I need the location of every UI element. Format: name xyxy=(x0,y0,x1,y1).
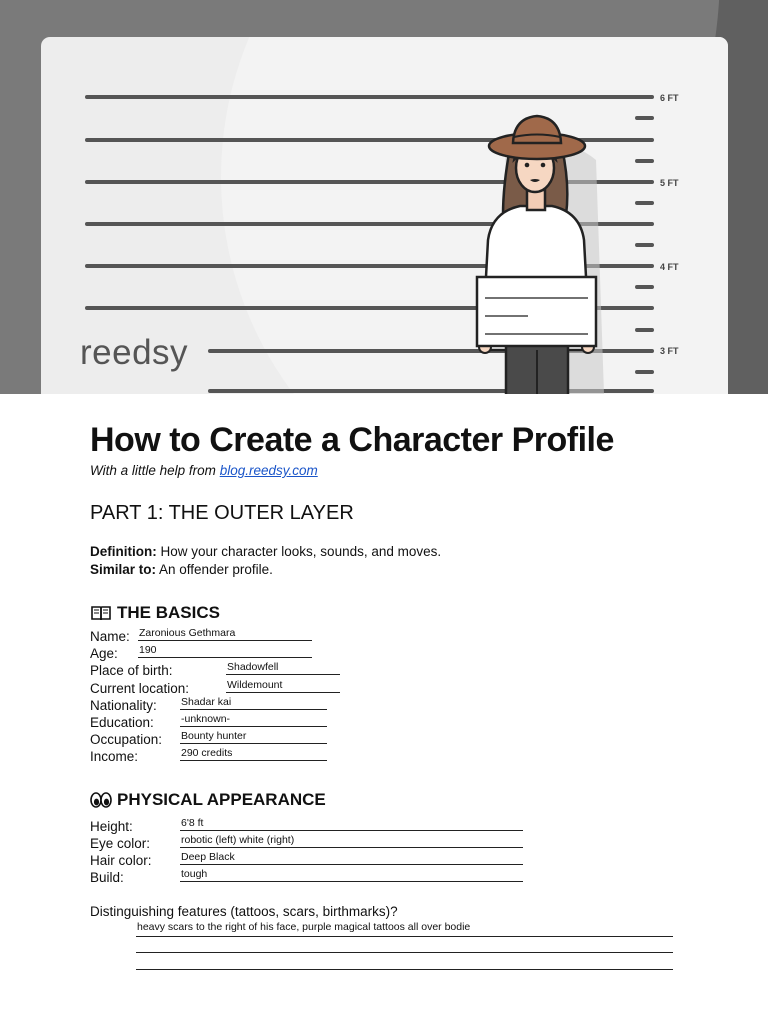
field-row-nationality xyxy=(90,696,710,713)
physical-heading-text: PHYSICAL APPEARANCE xyxy=(117,789,326,809)
height-label-5ft: 5 FT xyxy=(660,178,679,188)
field-row-height xyxy=(90,817,710,834)
field-row-current-location xyxy=(90,679,710,696)
physical-fields xyxy=(90,817,710,886)
height-field[interactable]: 6'8 ft xyxy=(180,817,523,831)
definition-text: How your character looks, sounds, and moves. xyxy=(156,544,442,559)
field-label: Occupation: xyxy=(90,732,163,748)
similar-label: Similar to: xyxy=(90,562,157,577)
header-banner xyxy=(0,0,768,394)
blog-link[interactable]: blog.reedsy.com xyxy=(219,463,318,478)
occupation-field[interactable]: Bounty hunter xyxy=(180,730,327,744)
place-of-birth-field[interactable]: Shadowfell xyxy=(226,661,340,675)
field-row-hair-color xyxy=(90,851,710,868)
field-label: Build: xyxy=(90,870,124,886)
similar-text: An offender profile. xyxy=(156,562,273,577)
field-row-build xyxy=(90,868,710,885)
age-field[interactable]: 190 xyxy=(138,644,312,658)
distinguishing-line-2[interactable] xyxy=(136,937,673,954)
field-label: Current location: xyxy=(90,680,190,696)
field-row-education xyxy=(90,713,710,730)
subtitle xyxy=(90,463,710,478)
distinguishing-features-lines xyxy=(136,920,673,970)
field-label: Nationality: xyxy=(90,697,157,713)
field-label: Income: xyxy=(90,749,139,765)
eye-color-field[interactable]: robotic (left) white (right) xyxy=(180,834,523,848)
basics-heading-text: THE BASICS xyxy=(117,603,220,622)
field-row-income xyxy=(90,747,710,764)
height-label-3ft: 3 FT xyxy=(660,346,679,356)
definition-block xyxy=(90,543,710,579)
field-label: Name: xyxy=(90,629,130,644)
field-row-age xyxy=(90,644,710,661)
build-field[interactable]: tough xyxy=(180,868,523,882)
education-field[interactable]: -unknown- xyxy=(180,713,327,727)
field-label: Age: xyxy=(90,646,118,662)
field-label: Height: xyxy=(90,818,133,834)
basics-fields xyxy=(90,627,710,765)
name-field[interactable]: Zaronious Gethmara xyxy=(138,627,312,641)
page-title: How to Create a Character Profile xyxy=(90,421,614,459)
book-icon xyxy=(90,604,112,622)
character-profile-document xyxy=(90,420,710,970)
part-heading: PART 1: THE OUTER LAYER xyxy=(90,502,354,524)
height-label-4ft: 4 FT xyxy=(660,262,679,272)
field-label: Education: xyxy=(90,714,154,730)
eyes-icon xyxy=(90,791,112,809)
field-label: Hair color: xyxy=(90,852,152,868)
field-label: Place of birth: xyxy=(90,663,173,679)
hair-color-field[interactable]: Deep Black xyxy=(180,851,523,865)
field-row-place-of-birth xyxy=(90,661,710,678)
field-row-name xyxy=(90,627,710,644)
field-row-eye-color xyxy=(90,834,710,851)
current-location-field[interactable]: Wildemount xyxy=(226,679,340,693)
height-ticks xyxy=(637,118,652,372)
height-label-6ft: 6 FT xyxy=(660,93,679,103)
definition-label: Definition: xyxy=(90,544,157,559)
reedsy-logo: reedsy xyxy=(80,333,189,372)
basics-heading xyxy=(90,602,710,624)
distinguishing-line-1[interactable]: heavy scars to the right of his face, purple magical tattoos all over bodie xyxy=(136,920,673,937)
subtitle-prefix: With a little help from xyxy=(90,463,220,478)
nationality-field[interactable]: Shadar kai xyxy=(180,696,327,710)
distinguishing-features-question: Distinguishing features (tattoos, scars, birthmarks)? xyxy=(90,904,398,920)
field-label: Eye color: xyxy=(90,835,151,851)
physical-heading xyxy=(90,789,710,811)
income-field[interactable]: 290 credits xyxy=(180,747,327,761)
field-row-occupation xyxy=(90,730,710,747)
distinguishing-line-3[interactable] xyxy=(136,953,673,970)
